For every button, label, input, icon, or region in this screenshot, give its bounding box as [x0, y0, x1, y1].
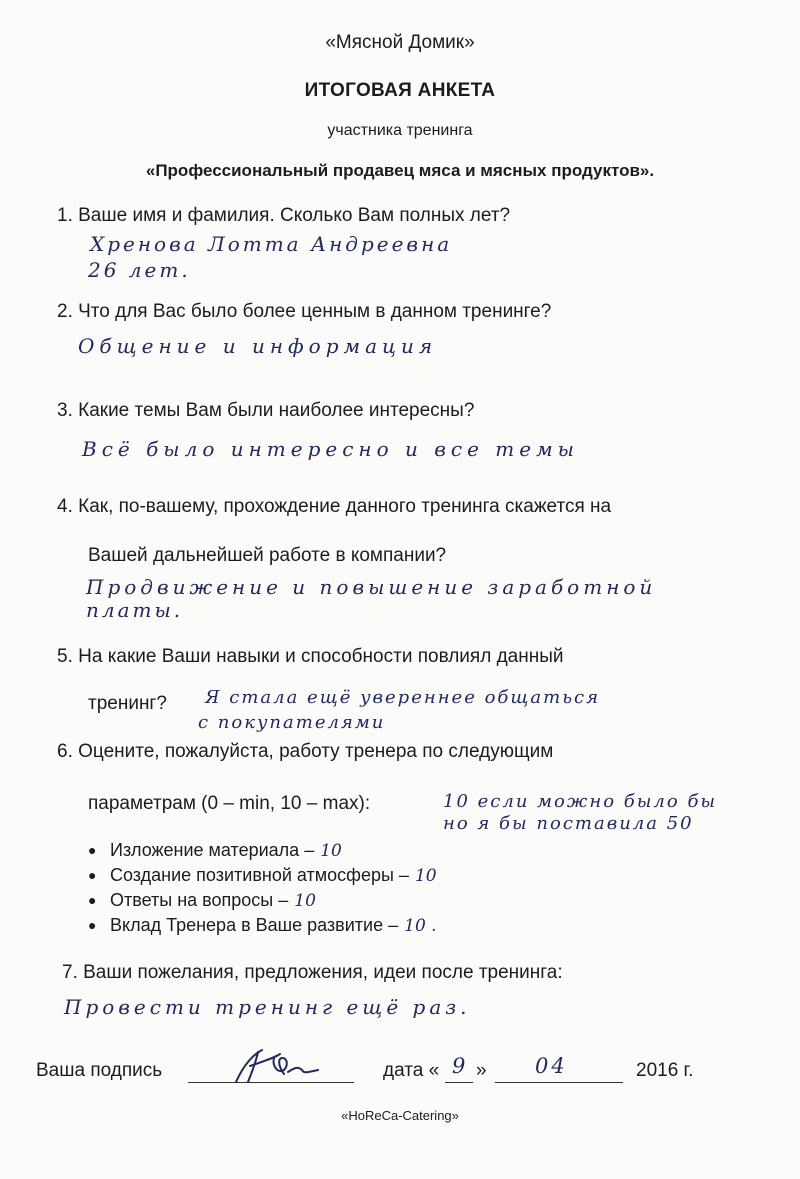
rating-item [88, 888, 437, 913]
day-line [445, 1082, 473, 1083]
answer-1-line-1: Хренова Лотта Андреевна [90, 232, 453, 256]
date-month: 04 [535, 1054, 568, 1078]
rating-label: Изложение материала – [110, 840, 315, 860]
rating-label: Создание позитивной атмосферы – [110, 865, 409, 885]
rating-value: 10 . [404, 916, 437, 936]
question-6: 6. Оцените, пожалуйста, работу тренера по следующим [57, 741, 554, 762]
answer-2: Общение и информация [78, 334, 438, 358]
bullet-icon: ● [88, 867, 97, 883]
question-4: 4. Как, по-вашему, прохождение данного тренинга скажется на [57, 496, 612, 517]
question-6-continued: параметрам (0 – min, 10 – max): [88, 793, 371, 814]
date-label: дата « [383, 1060, 440, 1081]
signature-label: Ваша подпись [36, 1060, 163, 1081]
question-4-continued: Вашей дальнейшей работе в компании? [88, 545, 447, 566]
question-7: 7. Ваши пожелания, предложения, идеи после тренинга: [62, 962, 563, 983]
date-year: 2016 г. [636, 1060, 694, 1081]
rating-item [88, 838, 437, 863]
footer-brand: «HoReCa-Catering» [341, 1108, 459, 1123]
date-day: 9 [452, 1054, 469, 1078]
question-2: 2. Что для Вас было более ценным в данном тренинге? [57, 301, 552, 322]
training-name: «Профессиональный продавец мяса и мясных продуктов». [145, 161, 655, 180]
question-5-continued: тренинг? [88, 693, 167, 714]
answer-4-line-1: Продвижение и повышение заработной [86, 575, 657, 599]
rating-list [88, 838, 437, 938]
answer-3: Всё было интересно и все темы [82, 437, 579, 461]
answer-6-line-2: но я бы поставила 50 [443, 813, 694, 834]
rating-value: 10 [320, 841, 342, 861]
question-1: 1. Ваше имя и фамилия. Сколько Вам полных лет? [57, 205, 511, 226]
answer-7: Провести тренинг ещё раз. [64, 995, 471, 1019]
document-title: ИТОГОВАЯ АНКЕТА [304, 80, 496, 101]
company-name: «Мясной Домик» [325, 32, 475, 53]
question-3: 3. Какие темы Вам были наиболее интересны? [57, 400, 475, 421]
rating-label: Вклад Тренера в Ваше развитие – [110, 915, 399, 935]
document-subtitle: участника тренинга [327, 122, 473, 139]
answer-6-line-1: 10 если можно было бы [443, 791, 718, 812]
rating-item [88, 863, 437, 888]
answer-5-line-1: Я стала ещё увереннее общаться [205, 687, 601, 708]
handwritten-signature [228, 1044, 328, 1088]
answer-1-line-2: 26 лет. [88, 258, 191, 282]
bullet-icon: ● [88, 842, 97, 858]
bullet-icon: ● [88, 892, 97, 908]
date-quote-close: » [476, 1060, 487, 1081]
month-line [495, 1082, 623, 1083]
answer-4-line-2: платы. [86, 598, 184, 622]
answer-5-line-2: с покупателями [198, 712, 386, 733]
question-5: 5. На какие Ваши навыки и способности повлиял данный [57, 646, 564, 667]
rating-value: 10 [294, 891, 316, 911]
rating-value: 10 [414, 866, 437, 886]
bullet-icon: ● [88, 917, 97, 933]
rating-item [88, 913, 437, 938]
rating-label: Ответы на вопросы – [110, 890, 289, 910]
